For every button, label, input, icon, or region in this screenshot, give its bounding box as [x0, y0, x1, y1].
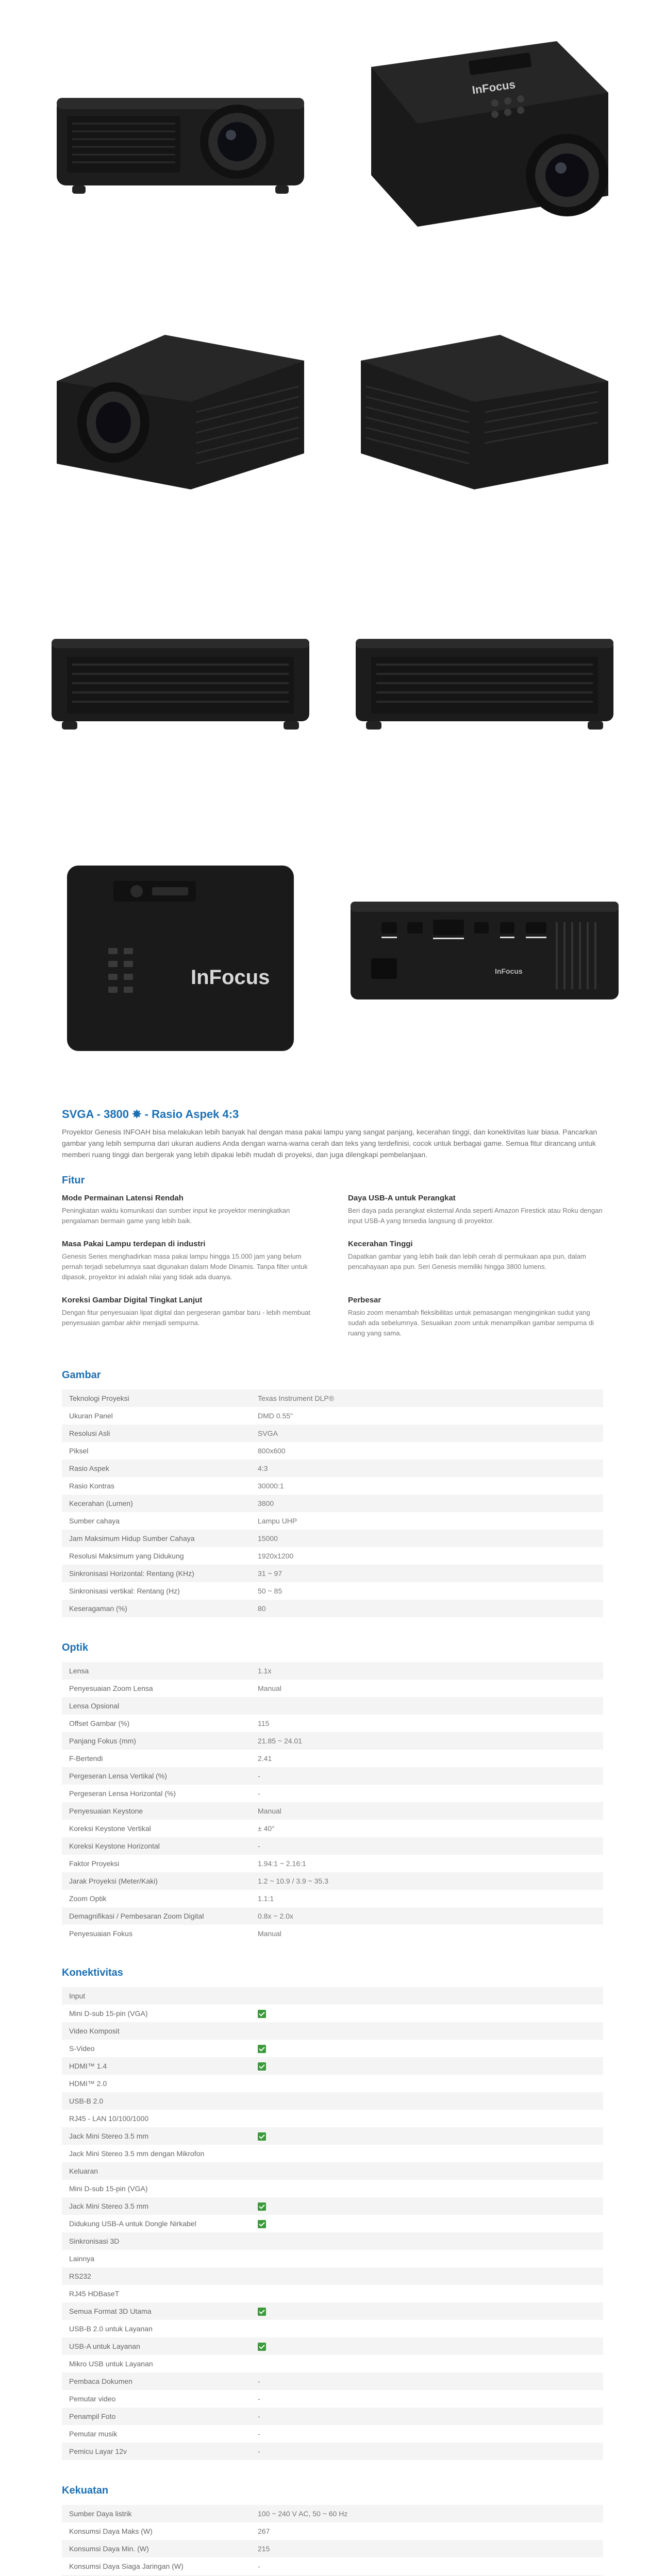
spec-row — [62, 2302, 603, 2320]
spec-row — [62, 1890, 603, 1907]
spec-value: 80 — [258, 1604, 266, 1613]
checkmark-icon — [258, 2062, 266, 2071]
spec-label: Sumber Daya listrik — [69, 2510, 132, 2518]
spec-label: Faktor Proyeksi — [69, 1859, 120, 1868]
spec-label: Keluaran — [69, 2167, 98, 2175]
spec-value: - — [258, 2412, 260, 2420]
checkmark-icon — [258, 2045, 266, 2053]
spec-label: USB-B 2.0 untuk Layanan — [69, 2325, 153, 2333]
spec-label: Penyesuaian Keystone — [69, 1807, 143, 1815]
spec-label: Pembaca Dokumen — [69, 2377, 132, 2385]
spec-label: Resolusi Maksimum yang Didukung — [69, 1552, 184, 1560]
spec-value — [258, 2131, 603, 2140]
spec-label: Piksel — [69, 1447, 89, 1455]
spec-sections — [62, 1369, 603, 2576]
spec-label: Mikro USB untuk Layanan — [69, 2360, 153, 2368]
projector-left-side-view — [36, 567, 325, 793]
spec-row — [62, 1389, 603, 1407]
spec-label: Jack Mini Stereo 3.5 mm — [69, 2132, 149, 2140]
spec-label: Mini D-sub 15-pin (VGA) — [69, 2184, 148, 2193]
spec-label: Ukuran Panel — [69, 1412, 113, 1420]
spec-label: Sinkronisasi 3D — [69, 2237, 120, 2245]
spec-row — [62, 1732, 603, 1750]
spec-value: 1920x1200 — [258, 1552, 294, 1560]
feature-description: Rasio zoom menambah fleksibilitas untuk pemasangan menginginkan sudut yang sudah ada sebelumnya. Sesuaikan zoom untuk menampilkan gambar sempurna di ruang yang sama. — [348, 1309, 594, 1337]
spec-value: - — [258, 1772, 260, 1780]
spec-row — [62, 2505, 603, 2522]
spec-row — [62, 2522, 603, 2540]
spec-label: Jack Mini Stereo 3.5 mm dengan Mikrofon — [69, 2149, 205, 2158]
spec-row — [62, 1600, 603, 1617]
spec-value: SVGA — [258, 1429, 278, 1437]
spec-row — [62, 2320, 603, 2337]
feature-title: Mode Permainan Latensi Rendah — [62, 1194, 184, 1202]
spec-label: RJ45 HDBaseT — [69, 2290, 120, 2298]
spec-value: 50 ~ 85 — [258, 1587, 282, 1595]
spec-value: - — [258, 1842, 260, 1850]
spec-label: Panjang Fokus (mm) — [69, 1737, 136, 1745]
spec-row — [62, 2232, 603, 2250]
spec-value — [258, 2044, 603, 2053]
feature-description: Dapatkan gambar yang lebih baik dan lebih cerah di permukaan apa pun, dalam pencahayaan apa pun. Seri Genesis memiliki hingga 3800 lumens. — [348, 1252, 586, 1270]
spec-value: 15000 — [258, 1534, 278, 1543]
spec-value: 0.8x ~ 2.0x — [258, 1912, 293, 1920]
spec-section-title: Kekuatan — [62, 2485, 109, 2496]
spec-table — [62, 1662, 603, 1942]
spec-value: - — [258, 1789, 260, 1798]
spec-section-title: Gambar — [62, 1369, 101, 1381]
spec-label: USB-A untuk Layanan — [69, 2342, 140, 2350]
spec-label: Lainnya — [69, 2255, 95, 2263]
spec-row — [62, 2250, 603, 2267]
spec-row — [62, 1530, 603, 1547]
product-intro: Proyektor Genesis INFOAH bisa melakukan lebih banyak hal dengan masa pakai lampu yang sangat panjang, kecerahan tinggi, dan konektivitas luar biasa. Pancarkan gambar yang lebih sempurna dari ukuran audiens Anda dengan warna-warna cerah dan teks yang terdefinisi, cocok untuk berbagai game. Semua fitur dirancang untuk memberi ruang tinggi dan bergerak yang lebih dipakai lebih mudah di proyeksi, dan juga dilengkapi pembelanjaan. — [62, 1128, 597, 1159]
spec-row — [62, 2540, 603, 2557]
spec-label: Jarak Proyeksi (Meter/Kaki) — [69, 1877, 158, 1885]
projector-right-side-view — [340, 567, 629, 793]
projector-left-angle-view — [36, 294, 325, 520]
spec-label: Penampil Foto — [69, 2412, 116, 2420]
spec-row — [62, 1512, 603, 1530]
spec-value: 1.1:1 — [258, 1894, 274, 1903]
spec-label: Jam Maksimum Hidup Sumber Cahaya — [69, 1534, 195, 1543]
feature-item — [348, 1240, 603, 1282]
spec-value: 115 — [258, 1719, 270, 1727]
projector-right-angle-view — [340, 294, 629, 520]
spec-row — [62, 2180, 603, 2197]
spec-value: - — [258, 2377, 260, 2385]
spec-row — [62, 2040, 603, 2057]
features-title: Fitur — [62, 1175, 85, 1186]
spec-value: 3800 — [258, 1499, 274, 1507]
spec-row — [62, 2057, 603, 2075]
spec-value: Manual — [258, 1684, 281, 1692]
spec-row — [62, 2162, 603, 2180]
spec-row — [62, 1547, 603, 1565]
spec-label: Input — [69, 1992, 86, 2000]
checkmark-icon — [258, 2202, 266, 2211]
spec-value: - — [258, 2395, 260, 2403]
spec-value: 4:3 — [258, 1464, 268, 1472]
spec-row — [62, 1582, 603, 1600]
spec-row — [62, 1802, 603, 1820]
svg-text:InFocus: InFocus — [495, 967, 523, 975]
spec-row — [62, 2092, 603, 2110]
spec-row — [62, 1495, 603, 1512]
spec-row — [62, 1477, 603, 1495]
spec-row — [62, 2372, 603, 2390]
spec-label: Keseragaman (%) — [69, 1604, 127, 1613]
spec-row — [62, 2443, 603, 2460]
spec-label: Pergeseran Lensa Horizontal (%) — [69, 1789, 176, 1798]
features-grid — [62, 1194, 603, 1338]
spec-row — [62, 1662, 603, 1680]
spec-row — [62, 2425, 603, 2443]
projector-rear-view — [340, 845, 629, 1072]
spec-value: 30000:1 — [258, 1482, 284, 1490]
spec-row — [62, 2285, 603, 2302]
spec-value — [258, 2307, 603, 2315]
spec-label: Didukung USB-A untuk Dongle Nirkabel — [69, 2219, 196, 2228]
checkmark-icon — [258, 2132, 266, 2141]
spec-value: 1.94:1 ~ 2.16:1 — [258, 1859, 306, 1868]
spec-row — [62, 1837, 603, 1855]
spec-value: 2.41 — [258, 1754, 272, 1762]
spec-section — [62, 1967, 603, 2460]
spec-value: Lampu UHP — [258, 1517, 297, 1525]
checkmark-icon — [258, 2308, 266, 2316]
spec-label: Kecerahan (Lumen) — [69, 1499, 133, 1507]
feature-item — [62, 1296, 317, 1338]
spec-label: Offset Gambar (%) — [69, 1719, 130, 1727]
spec-row — [62, 1680, 603, 1697]
spec-label: Pemicu Layar 12v — [69, 2447, 127, 2455]
product-title: SVGA - 3800 ✸ - Rasio Aspek 4:3 — [62, 1108, 239, 1121]
spec-table — [62, 1389, 603, 1617]
spec-row — [62, 1407, 603, 1425]
spec-row — [62, 1425, 603, 1442]
spec-row — [62, 2215, 603, 2232]
spec-label: Sumber cahaya — [69, 1517, 120, 1525]
feature-title: Kecerahan Tinggi — [348, 1240, 413, 1248]
spec-label: RS232 — [69, 2272, 91, 2280]
spec-value: Manual — [258, 1807, 281, 1815]
spec-value: 21.85 ~ 24.01 — [258, 1737, 303, 1745]
spec-row — [62, 2267, 603, 2285]
spec-label: Koreksi Keystone Vertikal — [69, 1824, 151, 1833]
spec-row — [62, 2022, 603, 2040]
spec-value: - — [258, 2562, 260, 2570]
spec-table — [62, 1987, 603, 2460]
spec-value: Manual — [258, 1929, 281, 1938]
spec-value: DMD 0.55" — [258, 1412, 293, 1420]
feature-title: Koreksi Gambar Digital Tingkat Lanjut — [62, 1296, 203, 1304]
spec-label: Pemutar video — [69, 2395, 116, 2403]
spec-label: S-Video — [69, 2044, 95, 2053]
spec-label: Konsumsi Daya Siaga Jaringan (W) — [69, 2562, 184, 2570]
spec-label: Koreksi Keystone Horizontal — [69, 1842, 160, 1850]
spec-row — [62, 1750, 603, 1767]
feature-description: Dengan fitur penyesuaian lipat digital dan pergeseran gambar baru - lebih membuat penyesuaian gambar akhir menjadi sempurna. — [62, 1309, 311, 1327]
spec-row — [62, 2337, 603, 2355]
feature-description: Genesis Series menghadirkan masa pakai lampu hingga 15.000 jam yang belum pernah terjadi sebelumnya saat digunakan dalam Mode Dinamis. Tanpa filter untuk dipasok, proyektor ini adalah nilai yang tidak ada duanya. — [62, 1252, 308, 1281]
spec-label: USB-B 2.0 — [69, 2097, 104, 2105]
spec-row — [62, 1785, 603, 1802]
spec-value — [258, 2342, 603, 2350]
spec-label: Video Komposit — [69, 2027, 120, 2035]
spec-row — [62, 2145, 603, 2162]
spec-table — [62, 2505, 603, 2576]
feature-description: Beri daya pada perangkat eksternal Anda seperti Amazon Firestick atau Roku dengan input USB-A yang tersedia langsung di proyektor. — [348, 1207, 603, 1225]
spec-row — [62, 2075, 603, 2092]
spec-value: 215 — [258, 2545, 270, 2553]
spec-row — [62, 2408, 603, 2425]
spec-row — [62, 1460, 603, 1477]
spec-row — [62, 1767, 603, 1785]
spec-label: Penyesuaian Zoom Lensa — [69, 1684, 153, 1692]
spec-label: Pemutar musik — [69, 2430, 118, 2438]
spec-value: ± 40° — [258, 1824, 275, 1833]
spec-label: Konsumsi Daya Maks (W) — [69, 2527, 153, 2535]
spec-row — [62, 1855, 603, 1872]
spec-label: Lensa Opsional — [69, 1702, 120, 1710]
spec-label: Resolusi Asli — [69, 1429, 110, 1437]
spec-value: - — [258, 2430, 260, 2438]
projector-front-view — [36, 21, 325, 247]
spec-label: Semua Format 3D Utama — [69, 2307, 152, 2315]
spec-label: Rasio Kontras — [69, 1482, 114, 1490]
feature-item — [62, 1194, 317, 1226]
spec-row — [62, 1697, 603, 1715]
checkmark-icon — [258, 2220, 266, 2228]
spec-row — [62, 2355, 603, 2372]
feature-title: Daya USB-A untuk Perangkat — [348, 1194, 456, 1202]
spec-label: Teknologi Proyeksi — [69, 1394, 129, 1402]
spec-label: Pergeseran Lensa Vertikal (%) — [69, 1772, 167, 1780]
spec-value: 100 ~ 240 V AC, 50 ~ 60 Hz — [258, 2510, 348, 2518]
spec-label: Zoom Optik — [69, 1894, 107, 1903]
spec-row — [62, 2557, 603, 2575]
spec-value: 31 ~ 97 — [258, 1569, 282, 1578]
spec-label: HDMI™ 1.4 — [69, 2062, 107, 2070]
spec-label: Jack Mini Stereo 3.5 mm — [69, 2202, 149, 2210]
spec-label: RJ45 - LAN 10/100/1000 — [69, 2114, 149, 2123]
spec-row — [62, 1442, 603, 1460]
feature-title: Masa Pakai Lampu terdepan di industri — [62, 1240, 206, 1248]
spec-row — [62, 2110, 603, 2127]
spec-row — [62, 1872, 603, 1890]
svg-text:InFocus: InFocus — [471, 78, 517, 97]
feature-item — [348, 1194, 603, 1226]
spec-value — [258, 2201, 603, 2210]
spec-value: 267 — [258, 2527, 270, 2535]
spec-section — [62, 1642, 603, 1942]
spec-value: 800x600 — [258, 1447, 286, 1455]
feature-title: Perbesar — [348, 1296, 381, 1304]
spec-label: HDMI™ 2.0 — [69, 2079, 107, 2088]
feature-item — [62, 1240, 317, 1282]
projector-top-angle-view — [340, 21, 629, 247]
projector-top-view — [36, 845, 325, 1072]
spec-value: 1.1x — [258, 1667, 272, 1675]
spec-value: 1.2 ~ 10.9 / 3.9 ~ 35.3 — [258, 1877, 328, 1885]
checkmark-icon — [258, 2010, 266, 2018]
spec-section — [62, 1369, 603, 1617]
spec-label: Penyesuaian Fokus — [69, 1929, 132, 1938]
spec-row — [62, 2390, 603, 2408]
spec-value: - — [258, 2447, 260, 2455]
checkmark-icon — [258, 2343, 266, 2351]
spec-section — [62, 2485, 603, 2576]
spec-row — [62, 2005, 603, 2022]
spec-label: Demagnifikasi / Pembesaran Zoom Digital — [69, 1912, 204, 1920]
spec-row — [62, 2127, 603, 2145]
product-content — [0, 1108, 665, 2576]
spec-row — [62, 2197, 603, 2215]
svg-text:InFocus: InFocus — [191, 966, 270, 989]
spec-label: F-Bertendi — [69, 1754, 103, 1762]
spec-label: Rasio Aspek — [69, 1464, 109, 1472]
spec-label: Sinkronisasi vertikal: Rentang (Hz) — [69, 1587, 180, 1595]
spec-section-title: Optik — [62, 1642, 89, 1653]
spec-row — [62, 1925, 603, 1942]
spec-label: Mini D-sub 15-pin (VGA) — [69, 2009, 148, 2018]
spec-value — [258, 2219, 603, 2228]
product-gallery — [0, 0, 665, 1108]
spec-label: Konsumsi Daya Min. (W) — [69, 2545, 149, 2553]
feature-description: Peningkatan waktu komunikasi dan sumber input ke proyektor meningkatkan pengalaman bermain game yang lebih baik. — [62, 1207, 290, 1225]
spec-row — [62, 1907, 603, 1925]
spec-label: Lensa — [69, 1667, 89, 1675]
feature-item — [348, 1296, 603, 1338]
spec-label: Sinkronisasi Horizontal: Rentang (KHz) — [69, 1569, 194, 1578]
spec-value: Texas Instrument DLP® — [258, 1394, 335, 1402]
spec-value — [258, 2061, 603, 2070]
spec-row — [62, 1987, 603, 2005]
spec-row — [62, 1715, 603, 1732]
spec-value — [258, 2009, 603, 2018]
spec-row — [62, 1820, 603, 1837]
spec-row — [62, 1565, 603, 1582]
spec-section-title: Konektivitas — [62, 1967, 123, 1978]
